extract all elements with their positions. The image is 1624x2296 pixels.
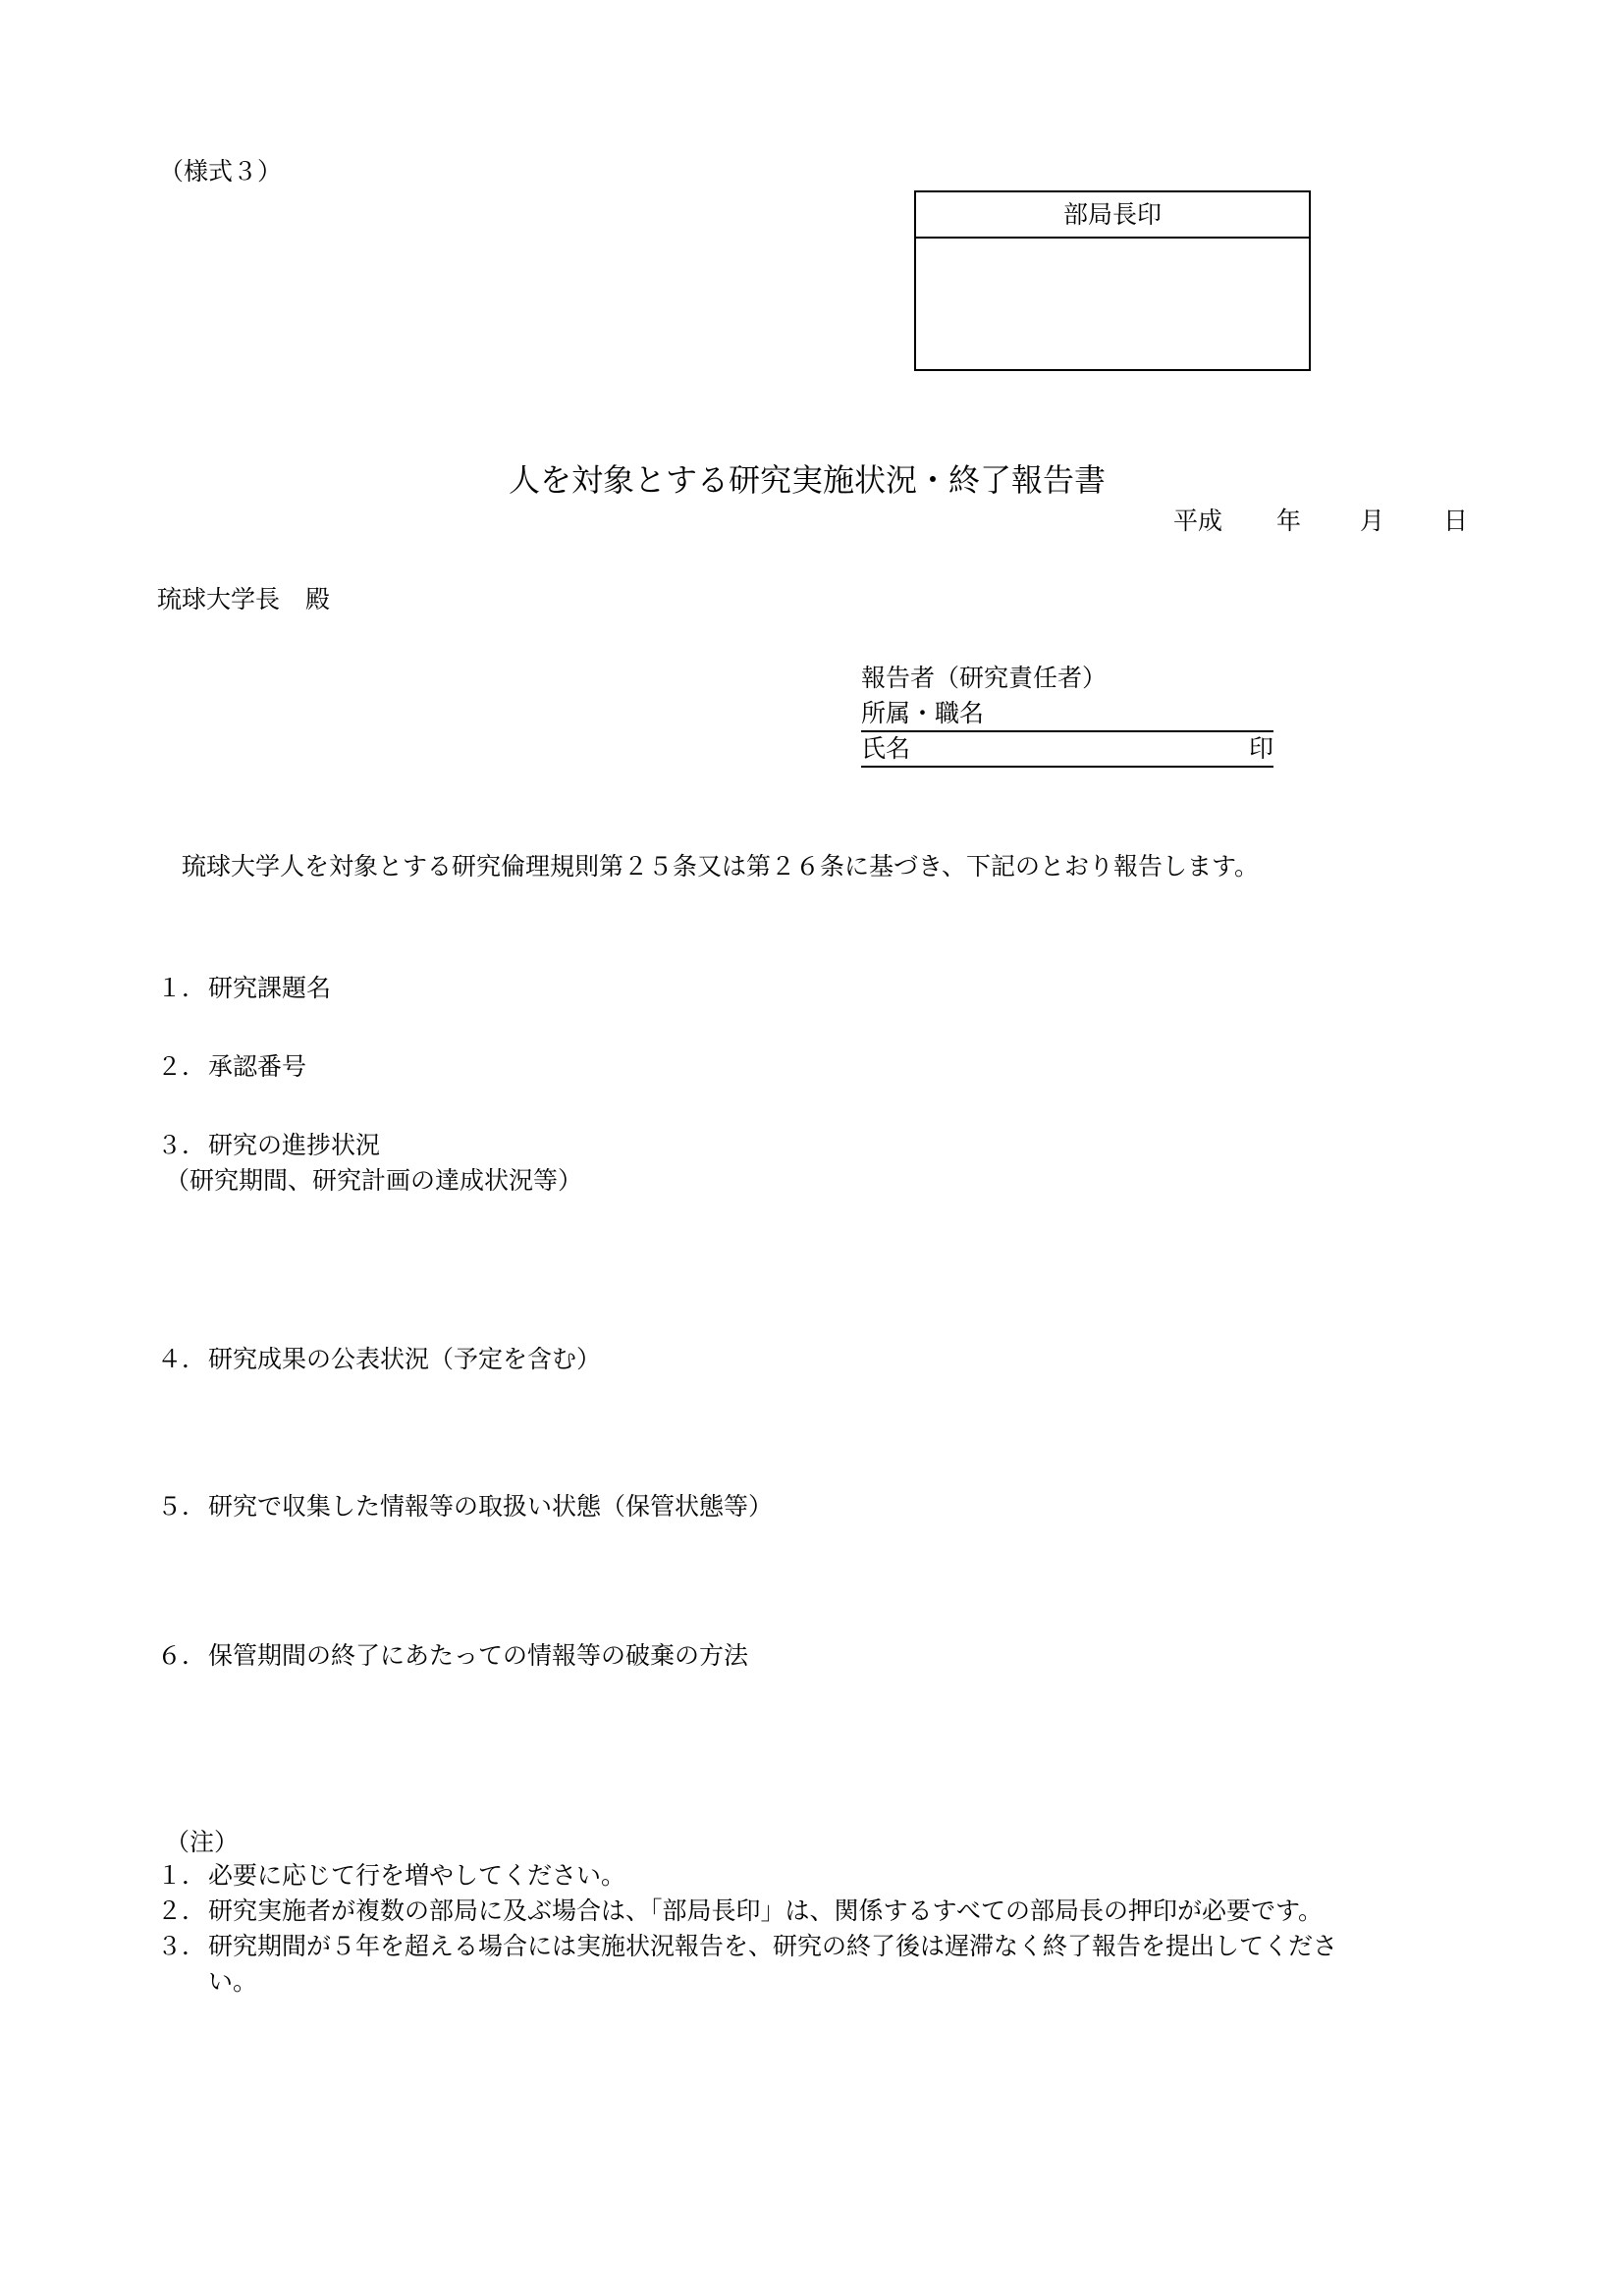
item-progress-subtext: （研究期間、研究計画の達成状況等） [165, 1166, 583, 1195]
note-item [157, 1932, 1337, 1961]
item-publication [157, 1345, 601, 1374]
item-approval-number [157, 1052, 306, 1082]
note-text: 研究実施者が複数の部局に及ぶ場合は、「部局長印」は、関係するすべての部局長の押印が必要です。 [208, 1896, 1324, 1925]
item-label: 研究の進捗状況 [208, 1131, 381, 1159]
item-number: ５． [157, 1492, 207, 1521]
note-text: 必要に応じて行を増やしてください。 [208, 1861, 626, 1890]
addressee-name: 琉球大学長 [157, 585, 281, 614]
notes-heading: （注） [165, 1828, 240, 1856]
item-data-disposal [157, 1641, 748, 1671]
item-number: ２． [157, 1052, 207, 1081]
note-item [157, 1896, 1323, 1926]
date-era: 平成 [1173, 507, 1223, 535]
date-year: 年 [1276, 507, 1302, 535]
item-number: ６． [157, 1641, 207, 1670]
note-number: ２． [157, 1896, 207, 1925]
item-label: 研究課題名 [208, 974, 332, 1002]
item-number: ４． [157, 1345, 207, 1373]
item-label: 保管期間の終了にあたっての情報等の破棄の方法 [208, 1641, 749, 1670]
affiliation-field [861, 699, 1273, 732]
item-label: 研究で収集した情報等の取扱い状態（保管状態等） [208, 1492, 774, 1521]
intro-text: 琉球大学人を対象とする研究倫理規則第２５条又は第２６条に基づき、下記のとおり報告します。 [182, 852, 1260, 881]
item-label: 研究成果の公表状況（予定を含む） [208, 1345, 602, 1373]
reporter-heading: 報告者（研究責任者） [861, 664, 1108, 692]
item-number: １． [157, 974, 207, 1002]
date-line [1173, 507, 1468, 536]
dept-head-seal-box [914, 190, 1311, 371]
affiliation-label: 所属・職名 [861, 699, 985, 727]
note-number: １． [157, 1861, 207, 1890]
note-number: ３． [157, 1932, 207, 1960]
note-text-continuation: い。 [208, 1967, 258, 1996]
seal-box-label: 部局長印 [916, 192, 1309, 239]
seal-mark: 印 [1248, 734, 1273, 763]
item-label: 承認番号 [208, 1052, 307, 1081]
name-label: 氏名 [861, 734, 911, 763]
form-number: （様式３） [159, 157, 283, 186]
note-text: 研究期間が５年を超える場合には実施状況報告を、研究の終了後は遅滞なく終了報告を提出してくださ [208, 1932, 1338, 1960]
item-progress [157, 1131, 380, 1160]
note-item [157, 1861, 625, 1891]
addressee [157, 585, 330, 614]
name-field [861, 734, 1273, 768]
document-title: 人を対象とする研究実施状況・終了報告書 [509, 461, 1107, 499]
addressee-honorific: 殿 [305, 585, 331, 614]
item-research-title [157, 974, 331, 1003]
item-number: ３． [157, 1131, 207, 1159]
date-month: 月 [1360, 507, 1385, 535]
date-day: 日 [1443, 507, 1469, 535]
item-data-handling [157, 1492, 773, 1522]
